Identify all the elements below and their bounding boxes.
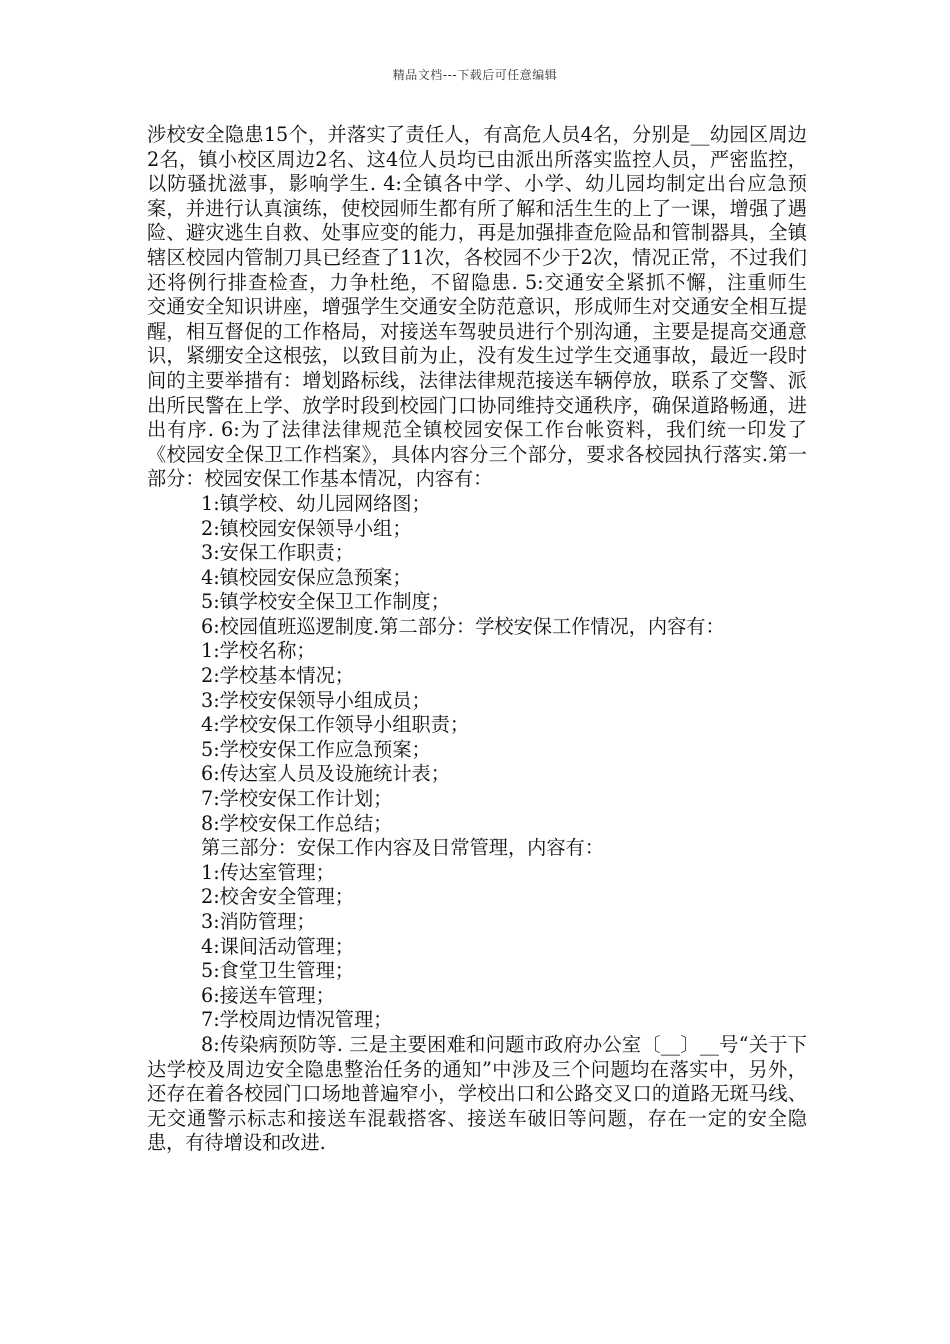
list-part-2	[147, 639, 807, 860]
list-item: 4:镇校园安保应急预案；	[201, 565, 412, 589]
list-item: 1:传达室管理；	[201, 860, 335, 884]
list-item: 6:接送车管理；	[201, 983, 335, 1007]
list-item: 2:学校基本情况；	[201, 664, 354, 688]
list-item: 1:学校名称；	[201, 639, 316, 663]
list-item: 6:传达室人员及设施统计表；	[201, 762, 450, 786]
list-item: 3:学校安保领导小组成员；	[201, 688, 431, 712]
list-item: 5:学校安保工作应急预案；	[201, 737, 431, 761]
list-item: 2:校舍安全管理；	[201, 885, 354, 909]
list-item: 3:安保工作职责；	[201, 541, 354, 565]
page-header: 精品文档---下载后可任意编辑	[392, 68, 558, 82]
list-item: 5:食堂卫生管理；	[201, 959, 354, 983]
paragraph-1: 涉校安全隐患15个，并落实了责任人，有高危人员4名，分别是__幼园区周边2名，镇小校区周边2名、这4位人员均已由派出所落实监控人员，严密监控，以防骚扰滋事，影响学生. 4:全镇各中学、小学、幼儿园均制定出台应急预案，并进行认真演练，使校园师生都有所了解和活生生的上了一课，增强了遇险、避灾逃生自救、处事应变的能力，再是加强排查危险品和管制器具，全镇辖区校园内管制刀具已经查了11次，各校园不少于2次，情况正常，不过我们还将例行排查检查，力争杜绝，不留隐患. 5:交通安全紧抓不懈，注重师生 交通安全知识讲座，增强学生交通安全防范意识，形成师生对交通安全相互提醒，相互督促的工作格局，对接送车驾驶员进行个别沟通，主要是提高交通意识，紧绷安全这根弦，以致目前为止，没有发生过学生交通事故，最近一段时间的主要举措有：增划路标线，法律法律规范接送车辆停放，联系了交警、派出所民警在上学、放学时段到校园门口协同维持交通秩序，确保道路畅通，进出有序. 6:为了法律法律规范全镇校园安保工作台帐资料，我们统一印发了《校园安全保卫工作档案》，具体内容分三个部分，要求各校园执行落实.第一部分：校园安保工作基本情况，内容有：	[147, 123, 827, 491]
list-item: 6:校园值班巡逻制度.第二部分：学校安保工作情况，内容有：	[201, 614, 725, 638]
paragraph-final: 8:传染病预防等. 三是主要困难和问题市政府办公室〔__〕__号“关于下达学校及周边安全隐患整治任务的通知”中涉及三个问题均在落实中，另外，还存在着各校园门口场地普遍窄小，学校出口和公路交叉口的道路无斑马线、无交通警示标志和接送车混载搭客、接送车破旧等问题，存在一定的安全隐患，有待增设和改进.	[147, 1032, 807, 1155]
list-part-1	[147, 492, 807, 640]
list-item: 3:消防管理；	[201, 910, 316, 933]
document-body	[147, 123, 827, 1156]
list-item: 4:学校安保工作领导小组职责；	[201, 713, 470, 737]
list-item: 1:镇学校、幼儿园网络图；	[201, 491, 431, 515]
list-item: 7:学校周边情况管理；	[201, 1008, 393, 1032]
list-item: 2:镇校园安保领导小组；	[201, 516, 412, 540]
list-part-3	[147, 861, 807, 1033]
section-heading: 第三部分：安保工作内容及日常管理，内容有：	[201, 836, 604, 860]
list-item: 8:学校安保工作总结；	[201, 811, 393, 835]
list-item: 4:课间活动管理；	[201, 934, 354, 958]
list-item: 5:镇学校安全保卫工作制度；	[201, 590, 450, 614]
list-item: 7:学校安保工作计划；	[201, 787, 393, 811]
